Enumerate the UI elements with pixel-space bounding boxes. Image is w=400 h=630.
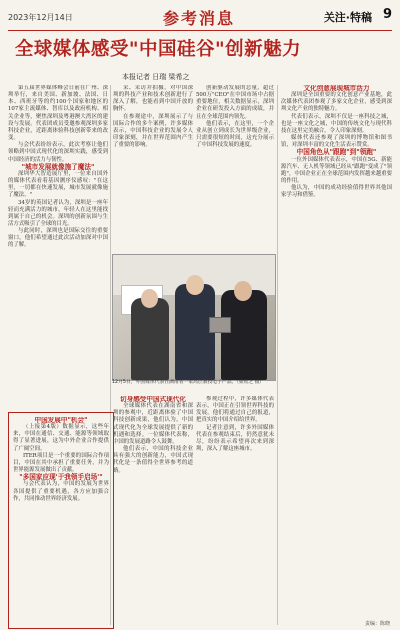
paragraph: 采、采访并拍摄，对中国深圳的科技产业和技术创新进行了深入了解，也能看到中国开放的胸怀。 <box>113 85 193 113</box>
article-column-1 <box>8 85 108 407</box>
paragraph: 他们表示，中国的科技企业具有强大的创新能力，中国式现代化是一条值得全世界参考的道路。 <box>113 446 193 474</box>
subheading: "城市发展就像施了魔法" <box>21 162 95 171</box>
page-number: 9 <box>382 7 392 22</box>
byline: 本报记者 日瑞 梁希之 <box>122 73 190 81</box>
electronic-device <box>209 317 231 333</box>
paragraph: 34岁的英国记者认为，深圳是一座年轻而充满活力的城市，年轻人在这里能找到属于自己的机会。深圳的创新氛围与生活方式吸引了全球的目光。 <box>8 199 108 227</box>
news-photo <box>112 254 276 381</box>
person-right-head <box>234 281 252 301</box>
newspaper-logo: 参考消息 <box>163 9 236 28</box>
paragraph: 创新驱动发展的总量，超过500万"CEO"在中国市场中占据重要地位，相关数据显示，深圳企业在研发投入方面的成绩，并且在全球范围内领先。 <box>196 85 274 120</box>
paragraph: 他认为，中国的成功经验值得世界其他国家学习和借鉴。 <box>281 185 392 199</box>
column-divider <box>277 85 278 625</box>
issue-date: 2023年12月14日 <box>8 13 73 22</box>
subheading: 中国发展中"机会" <box>34 417 88 424</box>
subheading: 切身感受中国式现代化 <box>120 396 186 403</box>
paragraph: 与会代表纷纷表示，此次考察让他们领略到中国式现代化的深圳实践，感受到中国经济的活力与韧性。 <box>8 142 108 163</box>
paragraph: 第五届世界媒体峰会日前在广州、深圳举行，来自美国、新加坡、法国、日本、西班牙等的约100个国家和地区的107家主流媒体、智库以及政府机构、相关企业等，聚焦深圳及粤港澳大湾区的建设与发展。代表团成员受邀参观深圳多家科技企业，近距离体验科技创新带来的改变。 <box>8 85 108 142</box>
article-column-3-lower <box>196 396 274 624</box>
sidebar-box <box>8 412 114 629</box>
main-headline: 全球媒体感受"中国硅谷"创新魅力 <box>14 39 302 60</box>
article-column-2-lower <box>113 396 193 624</box>
subheading: 中国角色从"跟跑"到"领跑" <box>296 148 377 157</box>
page-header <box>8 6 392 31</box>
person-center-head <box>186 275 204 295</box>
paragraph: 媒体代表还参观了深圳的博物馆和图书馆，对深圳丰富的文化生活表示赞赏。 <box>281 135 392 149</box>
paragraph: 他们表示，在这里，一个企业从创立到成长为世界级企业，只需要很短的时间，这充分展示了中国科技发展的速度。 <box>196 120 274 149</box>
paragraph: 参观过程中，许多媒体代表表示，中国正在引领世界科技的发展，他们将通过自己的报道，把真实的中国介绍给世界。 <box>196 396 274 424</box>
paragraph: 与此同时，深圳也是国际交往的重要窗口，他们希望通过此次活动加深对中国的了解。 <box>8 228 108 249</box>
person-right <box>221 290 267 380</box>
paragraph: 深圳是全国重要的文化创意产业基地，此次媒体代表团参观了多家文化企业，感受到深圳文化产业的独特魅力。 <box>281 92 392 113</box>
paragraph: 全球媒体代表在湖南省和深圳的参观中，近距离体验了中国科技创新成果，他们认为，中国式现代化为全球发展提供了新的机遇和选择。一位媒体代表称，中国的发展道路令人鼓舞。 <box>113 403 193 445</box>
editor-credit: 责编：陈晓 <box>364 621 390 627</box>
subheading: 文化创意展现城市活力 <box>303 85 370 92</box>
article-column-3 <box>196 85 274 251</box>
paragraph: ITER项目是一个重要的国际合作项目，中国在其中承担了重要任务，并为世界能源发展做出了贡献。 <box>13 452 109 474</box>
paragraph: 代表们表示，深圳不仅是一座科技之城，也是一座文化之城，中国的传统文化与现代科技在这里完美融合，令人印象深刻。 <box>281 113 392 134</box>
section-title: 关注·特稿 <box>323 11 372 24</box>
person-left-head <box>141 289 158 308</box>
article-column-4 <box>281 85 392 620</box>
paragraph: （上接第4版）数据显示，这些年来，中国在通信、交通、能源等领域取得了显著进展，这为中外企业合作提供了广阔空间。 <box>13 424 109 452</box>
paragraph: 记者注意到，许多外国媒体代表在参观结束后，仍然意犹未尽，纷纷表示希望再次来到深圳，深入了解这座城市。 <box>196 424 274 453</box>
subheading: "多国家应现'于我领手启场'" <box>19 473 103 482</box>
photo-caption: 12月5日，外国媒体代表在湖南省一家高层教授电子产品。（梁希之 摄） <box>112 380 265 385</box>
person-left <box>131 298 169 380</box>
sidebar-text <box>13 417 109 623</box>
paragraph: 在参观途中，深圳展示了与国际合作的多个案例，许多媒体表示，中国科技企业的发展令人印象深刻，并在世界范围内产生了重要的影响。 <box>113 113 193 149</box>
paragraph: 与会代表认为，中国的发展为世界各国提供了重要机遇，各方应加强合作，共同推动世界经济发展。 <box>13 481 109 502</box>
article-column-2 <box>113 85 193 251</box>
paragraph: 深圳华大智造展厅里，一位来自国外的媒体代表看着基因测序仪感叹："在这里，一切都在快速发展，城市发展就像施了魔法。" <box>8 170 108 199</box>
paragraph: 一位外国媒体代表表示，中国在5G、新能源汽车、无人机等领域已经从"跟跑"变成了"领跑"，中国企业正在全球范围内发挥越来越重要的作用。 <box>281 156 392 185</box>
